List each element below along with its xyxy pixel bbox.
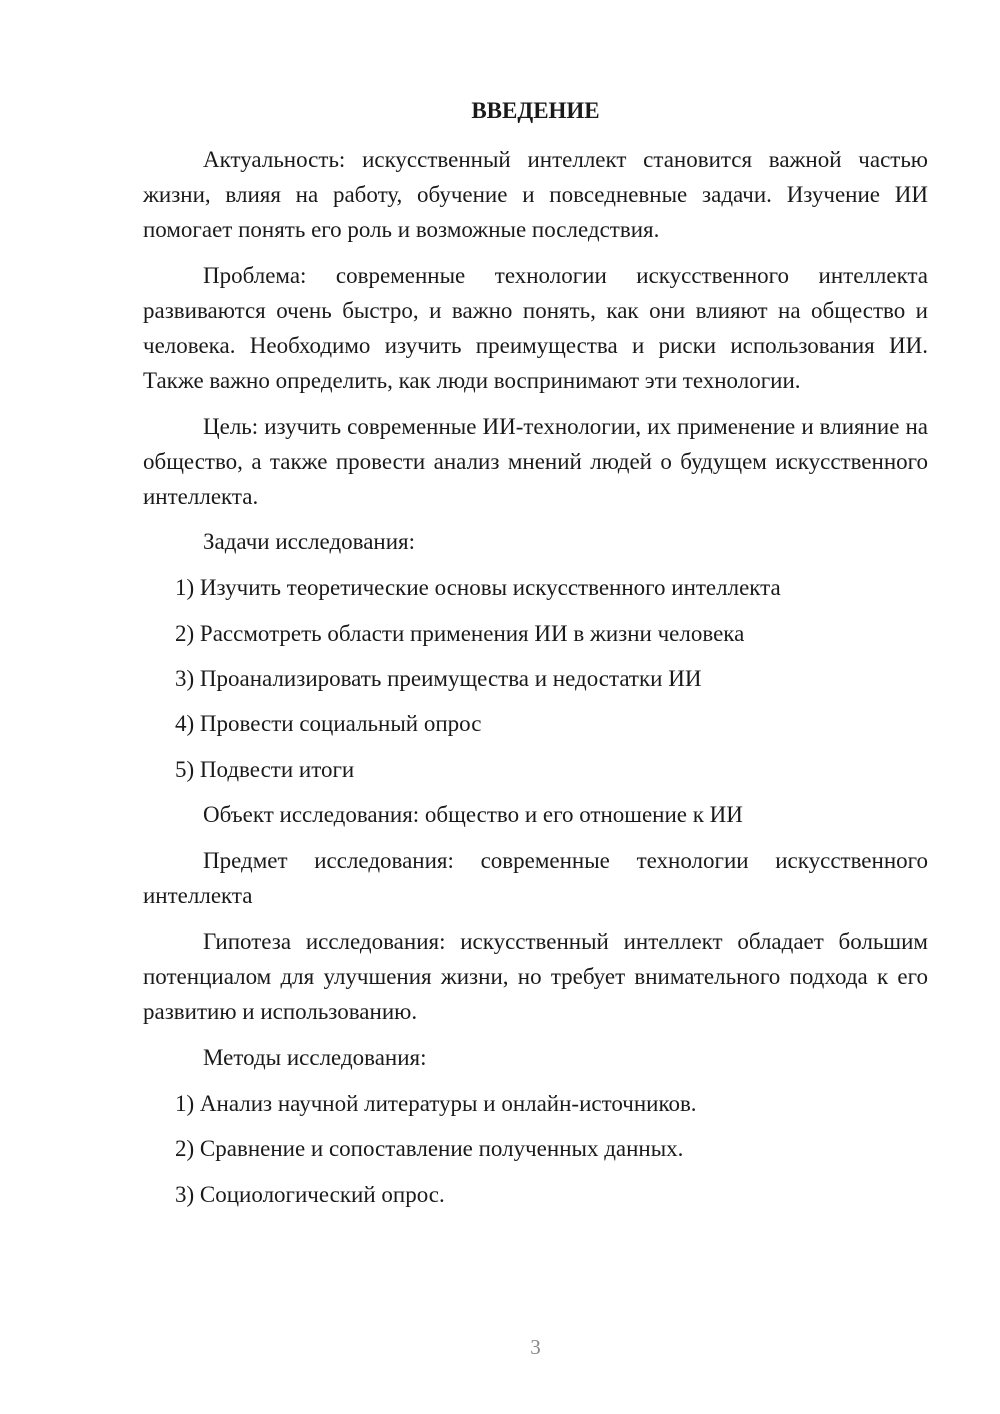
relevance-paragraph: Актуальность: искусственный интеллект становится важной частью жизни, влияя на работу, обучение и повседневные задачи. Изучение ИИ помогает понять его роль и возможные последствия. xyxy=(143,147,928,242)
method-item-2: 2) Сравнение и сопоставление полученных данных. xyxy=(175,1136,684,1161)
task-item-1: 1) Изучить теоретические основы искусственного интеллекта xyxy=(175,575,781,600)
page-number: 3 xyxy=(530,1335,541,1359)
hypothesis-paragraph: Гипотеза исследования: искусственный интеллект обладает большим потенциалом для улучшения жизни, но требует внимательного подхода к его развитию и использованию. xyxy=(143,929,928,1024)
methods-heading: Методы исследования: xyxy=(203,1045,427,1070)
subject-paragraph: Предмет исследования: современные технологии искусственного интеллекта xyxy=(143,848,928,908)
problem-paragraph: Проблема: современные технологии искусственного интеллекта развиваются очень быстро, и важно понять, как они влияют на общество и человека. Необходимо изучить преимущества и риски использования ИИ. Также важно определить, как люди воспринимают эти технологии. xyxy=(143,263,928,393)
method-item-3: 3) Социологический опрос. xyxy=(175,1182,445,1207)
document-page xyxy=(143,0,928,1414)
method-item-1: 1) Анализ научной литературы и онлайн-источников. xyxy=(175,1091,697,1116)
task-item-5: 5) Подвести итоги xyxy=(175,757,355,782)
task-item-2: 2) Рассмотреть области применения ИИ в жизни человека xyxy=(175,621,745,646)
object-paragraph: Объект исследования: общество и его отношение к ИИ xyxy=(203,802,743,827)
tasks-heading: Задачи исследования: xyxy=(203,529,416,554)
goal-paragraph: Цель: изучить современные ИИ-технологии, их применение и влияние на общество, а также провести анализ мнений людей о будущем искусственного интеллекта. xyxy=(143,414,928,509)
task-item-4: 4) Провести социальный опрос xyxy=(175,711,482,736)
task-item-3: 3) Проанализировать преимущества и недостатки ИИ xyxy=(175,666,702,691)
section-title: ВВЕДЕНИЕ xyxy=(471,98,600,123)
